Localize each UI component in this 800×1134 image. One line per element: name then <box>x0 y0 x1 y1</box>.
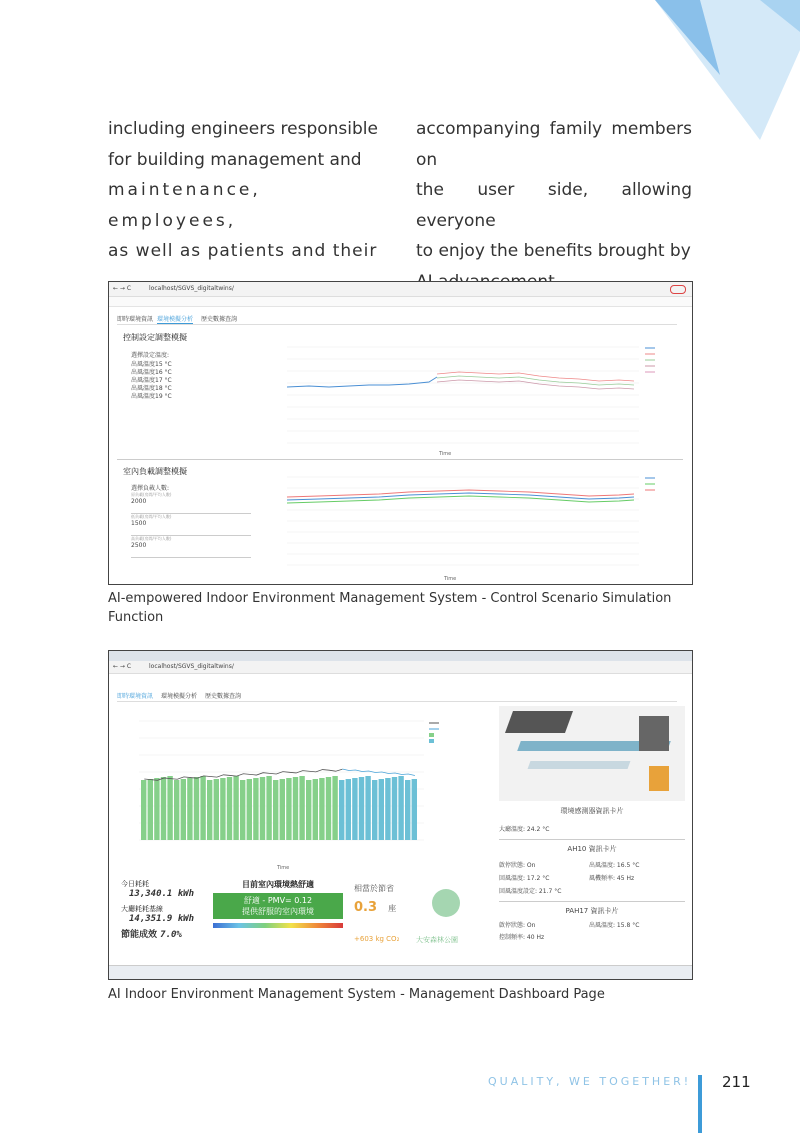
option-item[interactable]: 出風溫度16 °C <box>131 369 172 376</box>
bar <box>286 778 291 840</box>
bar <box>207 780 212 840</box>
pah17-title: PAH17 資訊卡片 <box>565 907 619 915</box>
equiv-unit: 座 <box>388 904 397 913</box>
bar <box>154 778 159 840</box>
panel2-title: 室內負載調整模擬 <box>123 467 187 476</box>
x-axis-label: Time <box>439 451 452 457</box>
ah10-row: 出風溫度: 16.5 °C <box>589 862 640 869</box>
option-item[interactable]: 出風溫度15 °C <box>131 361 172 368</box>
body-line: including engineers responsible <box>108 119 378 139</box>
bar <box>398 776 403 840</box>
footer-slogan: QUALITY, WE TOGETHER! <box>488 1075 692 1088</box>
tab-history[interactable]: 歷史數據查詢 <box>201 316 238 323</box>
load-field[interactable] <box>131 536 251 558</box>
bar <box>227 777 232 840</box>
bar <box>332 776 337 840</box>
legend <box>645 478 655 490</box>
browser-bar <box>109 282 692 297</box>
body-line: accompanying family members on <box>416 119 692 170</box>
co2-label: +603 kg CO₂ <box>354 935 400 943</box>
bar <box>405 780 410 840</box>
panel2-fields <box>131 492 251 558</box>
series-original-line <box>287 377 437 387</box>
temperature-line <box>144 769 342 780</box>
bar <box>346 779 351 840</box>
tab-simulation[interactable]: 環境模擬分析 <box>157 316 194 323</box>
x-axis-label: Time <box>277 865 290 871</box>
comfort-line1: 舒適 - PMV= 0.12 <box>243 896 313 905</box>
body-text-left <box>108 114 384 267</box>
sensor-card-title: 環境感測器資訊卡片 <box>560 807 624 815</box>
legend <box>645 348 655 372</box>
figure1-caption: AI-empowered Indoor Environment Management System - Control Scenario Simulation Function <box>108 591 672 625</box>
field-value: 1500 <box>131 520 147 527</box>
bar <box>326 777 331 840</box>
bar <box>266 776 271 840</box>
bar <box>194 777 199 840</box>
equiv-value: 0.3 <box>354 900 378 915</box>
saving-value: 7.0% <box>160 930 182 940</box>
app-tabs <box>117 312 677 325</box>
bar <box>359 777 364 840</box>
browser-tabbar <box>109 651 692 661</box>
bar <box>141 780 146 840</box>
option-item[interactable]: 出風溫度17 °C <box>131 377 172 384</box>
profile-button[interactable] <box>670 285 686 294</box>
pmv-scale <box>213 923 343 928</box>
body-line: to enjoy the benefits brought by <box>416 241 691 261</box>
bar <box>280 779 285 840</box>
nav-arrows-icon[interactable]: ← → C <box>113 285 132 292</box>
panel1-title: 控制設定調整模擬 <box>123 333 187 342</box>
bar <box>352 778 357 840</box>
figure1-screenshot <box>108 281 693 585</box>
load-field[interactable] <box>131 492 251 514</box>
bar <box>214 779 219 840</box>
field-value: 2500 <box>131 542 147 549</box>
figure2-caption: AI Indoor Environment Management System - Management Dashboard Page <box>108 987 605 1002</box>
bar <box>200 776 205 840</box>
bar <box>299 776 304 840</box>
pah17-row: 控制頻率: 40 Hz <box>499 934 545 941</box>
bar <box>339 780 344 840</box>
nav-arrows-icon[interactable]: ← → C <box>113 663 132 670</box>
today-value: 13,340.1 kWh <box>129 889 195 899</box>
comfort-line2: 提供舒服的室內環境 <box>242 907 314 916</box>
energy-stats <box>121 879 221 940</box>
bar <box>319 778 324 840</box>
panel1-group-label: 選擇設定溫度: <box>131 352 170 359</box>
dashboard-chart <box>119 711 494 871</box>
today-label: 今日耗耗 <box>121 880 149 888</box>
option-item[interactable]: 出風溫度19 °C <box>131 393 172 400</box>
tab-realtime[interactable]: 即時環境資訊 <box>117 693 154 700</box>
field-label: 原負載(房間/平均人數) <box>131 492 172 497</box>
legend <box>429 723 439 743</box>
panel1-options <box>131 359 172 399</box>
ah10-row: 啟停狀態: On <box>499 862 536 869</box>
pah17-row: 出風溫度: 15.8 °C <box>589 922 640 929</box>
bar <box>372 780 377 840</box>
bar <box>233 776 238 840</box>
bar <box>240 780 245 840</box>
tab-simulation[interactable]: 環境模擬分析 <box>161 693 198 700</box>
panel-divider <box>117 459 683 460</box>
tree-equivalence <box>354 883 489 953</box>
building-3d-view[interactable] <box>499 706 685 801</box>
pah17-row: 啟停狀態: On <box>499 922 536 929</box>
page-number: 211 <box>722 1073 751 1091</box>
ah10-row: 回風溫度設定: 21.7 °C <box>499 888 562 895</box>
sensor-cards <box>499 806 685 956</box>
series-low-line <box>287 496 634 503</box>
comfort-panel <box>213 879 343 928</box>
url-bar[interactable]: localhost/SGVS_digitaltwins/ <box>149 285 234 292</box>
bar <box>385 778 390 840</box>
bar-series <box>141 776 417 840</box>
bar <box>293 777 298 840</box>
browser-bar <box>109 661 692 674</box>
ah10-row: 回風溫度: 17.2 °C <box>499 875 550 882</box>
x-axis-label: Time <box>444 576 457 582</box>
field-label: 高負載(房間/平均人數) <box>131 536 172 541</box>
panel1-chart <box>269 342 687 457</box>
body-line: the user side, allowing everyone <box>416 180 692 231</box>
figure2-screenshot <box>108 650 693 980</box>
equiv-label: 相當於節省 <box>354 884 394 893</box>
body-text-right <box>416 114 692 297</box>
baseline-value: 14,351.9 kWh <box>129 914 195 924</box>
bar <box>392 777 397 840</box>
bar <box>253 778 258 840</box>
panel2-group-label: 選擇負載人數: <box>131 485 170 492</box>
tab-realtime[interactable]: 即時環境資訊 <box>117 316 154 323</box>
field-value: 2000 <box>131 498 147 505</box>
bar <box>161 777 166 840</box>
bar <box>220 778 225 840</box>
tab-history[interactable]: 歷史數據查詢 <box>205 693 242 700</box>
bar <box>167 776 172 840</box>
bar <box>412 779 417 840</box>
bar <box>174 780 179 840</box>
field-label: 低負載(房間/平均人數) <box>131 514 172 519</box>
comfort-title: 目前室內環境熱舒適 <box>242 880 314 889</box>
app-tabs <box>117 689 677 702</box>
body-line: as well as patients and their <box>108 241 378 261</box>
tree-icon <box>432 889 460 917</box>
bar <box>365 776 370 840</box>
bar <box>148 779 153 840</box>
bar <box>273 780 278 840</box>
bar <box>306 780 311 840</box>
ah10-row: 風機頻率: 45 Hz <box>589 875 635 882</box>
sensor-temp: 大廳溫度: 24.2 °C <box>499 826 550 833</box>
option-item[interactable]: 出風溫度18 °C <box>131 385 172 392</box>
saving-label: 節能成效 <box>121 930 158 940</box>
bookmarks-bar <box>109 297 692 307</box>
body-line: maintenance, employees, <box>108 180 261 231</box>
park-label: 大安森林公園 <box>416 936 458 944</box>
bar <box>379 779 384 840</box>
bar <box>313 779 318 840</box>
bar <box>260 777 265 840</box>
load-field[interactable] <box>131 514 251 536</box>
baseline-label: 大廳耗耗基線 <box>121 905 163 913</box>
url-bar[interactable]: localhost/SGVS_digitaltwins/ <box>149 663 234 670</box>
bar <box>247 779 252 840</box>
ah10-title: AH10 資訊卡片 <box>567 845 617 853</box>
comfort-box <box>213 893 343 919</box>
bar <box>187 778 192 840</box>
body-line: for building management and <box>108 149 362 170</box>
taskbar <box>109 965 692 980</box>
bar <box>181 779 186 840</box>
footer-accent-bar <box>698 1075 702 1133</box>
panel2-chart <box>269 472 687 582</box>
